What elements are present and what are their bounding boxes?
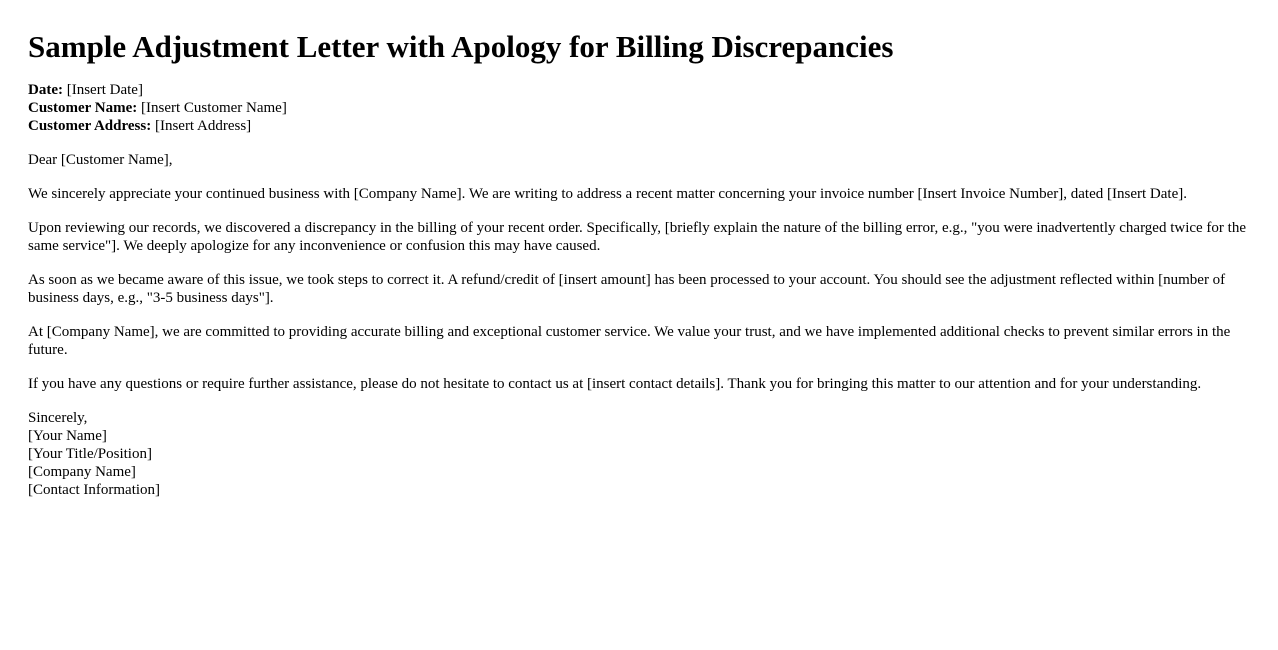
customer-name-value: [Insert Customer Name] [141,100,287,116]
signoff: Sincerely, [28,410,88,426]
signer-name: [Your Name] [28,428,107,444]
letter-meta [28,81,1250,135]
paragraph-refund: As soon as we became aware of this issue, we took steps to correct it. A refund/credit of [insert amount] has been processed to your account. You should see the adjustment reflected within [number of business days, e.g., "3-5 business days"]. [28,272,1226,306]
customer-address-value: [Insert Address] [154,118,252,134]
paragraph-commitment: At [Company Name], we are committed to providing accurate billing and exceptional customer service. We value your trust, and we have implemented additional checks to prevent similar errors in the future. [28,324,1231,358]
salutation: Dear [Customer Name], [28,152,173,168]
signer-contact: [Contact Information] [28,482,161,498]
date-row [28,81,1250,99]
date-value: [Insert Date] [66,82,143,98]
paragraph-contact: If you have any questions or require further assistance, please do not hesitate to contact us at [insert contact details]. Thank you for bringing this matter to our attention and for your understanding. [28,376,1202,392]
paragraph-intro: We sincerely appreciate your continued business with [Company Name]. We are writing to address a recent matter concerning your invoice number [Insert Invoice Number], dated [Insert Date]. [28,186,1187,202]
paragraph-discrepancy: Upon reviewing our records, we discovered a discrepancy in the billing of your recent order. Specifically, [briefly explain the nature of the billing error, e.g., "you were inadvertently charged twice for the same service"]. We deeply apologize for any inconvenience or confusion this may have caused. [28,220,1246,254]
signature-block [28,409,1250,499]
customer-name-label: Customer Name: [28,100,138,116]
signer-title: [Your Title/Position] [28,446,152,462]
page-title: Sample Adjustment Letter with Apology for Billing Discrepancies [28,29,894,64]
signer-company: [Company Name] [28,464,136,480]
customer-name-row [28,99,1250,117]
customer-address-label: Customer Address: [28,118,152,134]
date-label: Date: [28,82,63,98]
customer-address-row [28,117,1250,135]
